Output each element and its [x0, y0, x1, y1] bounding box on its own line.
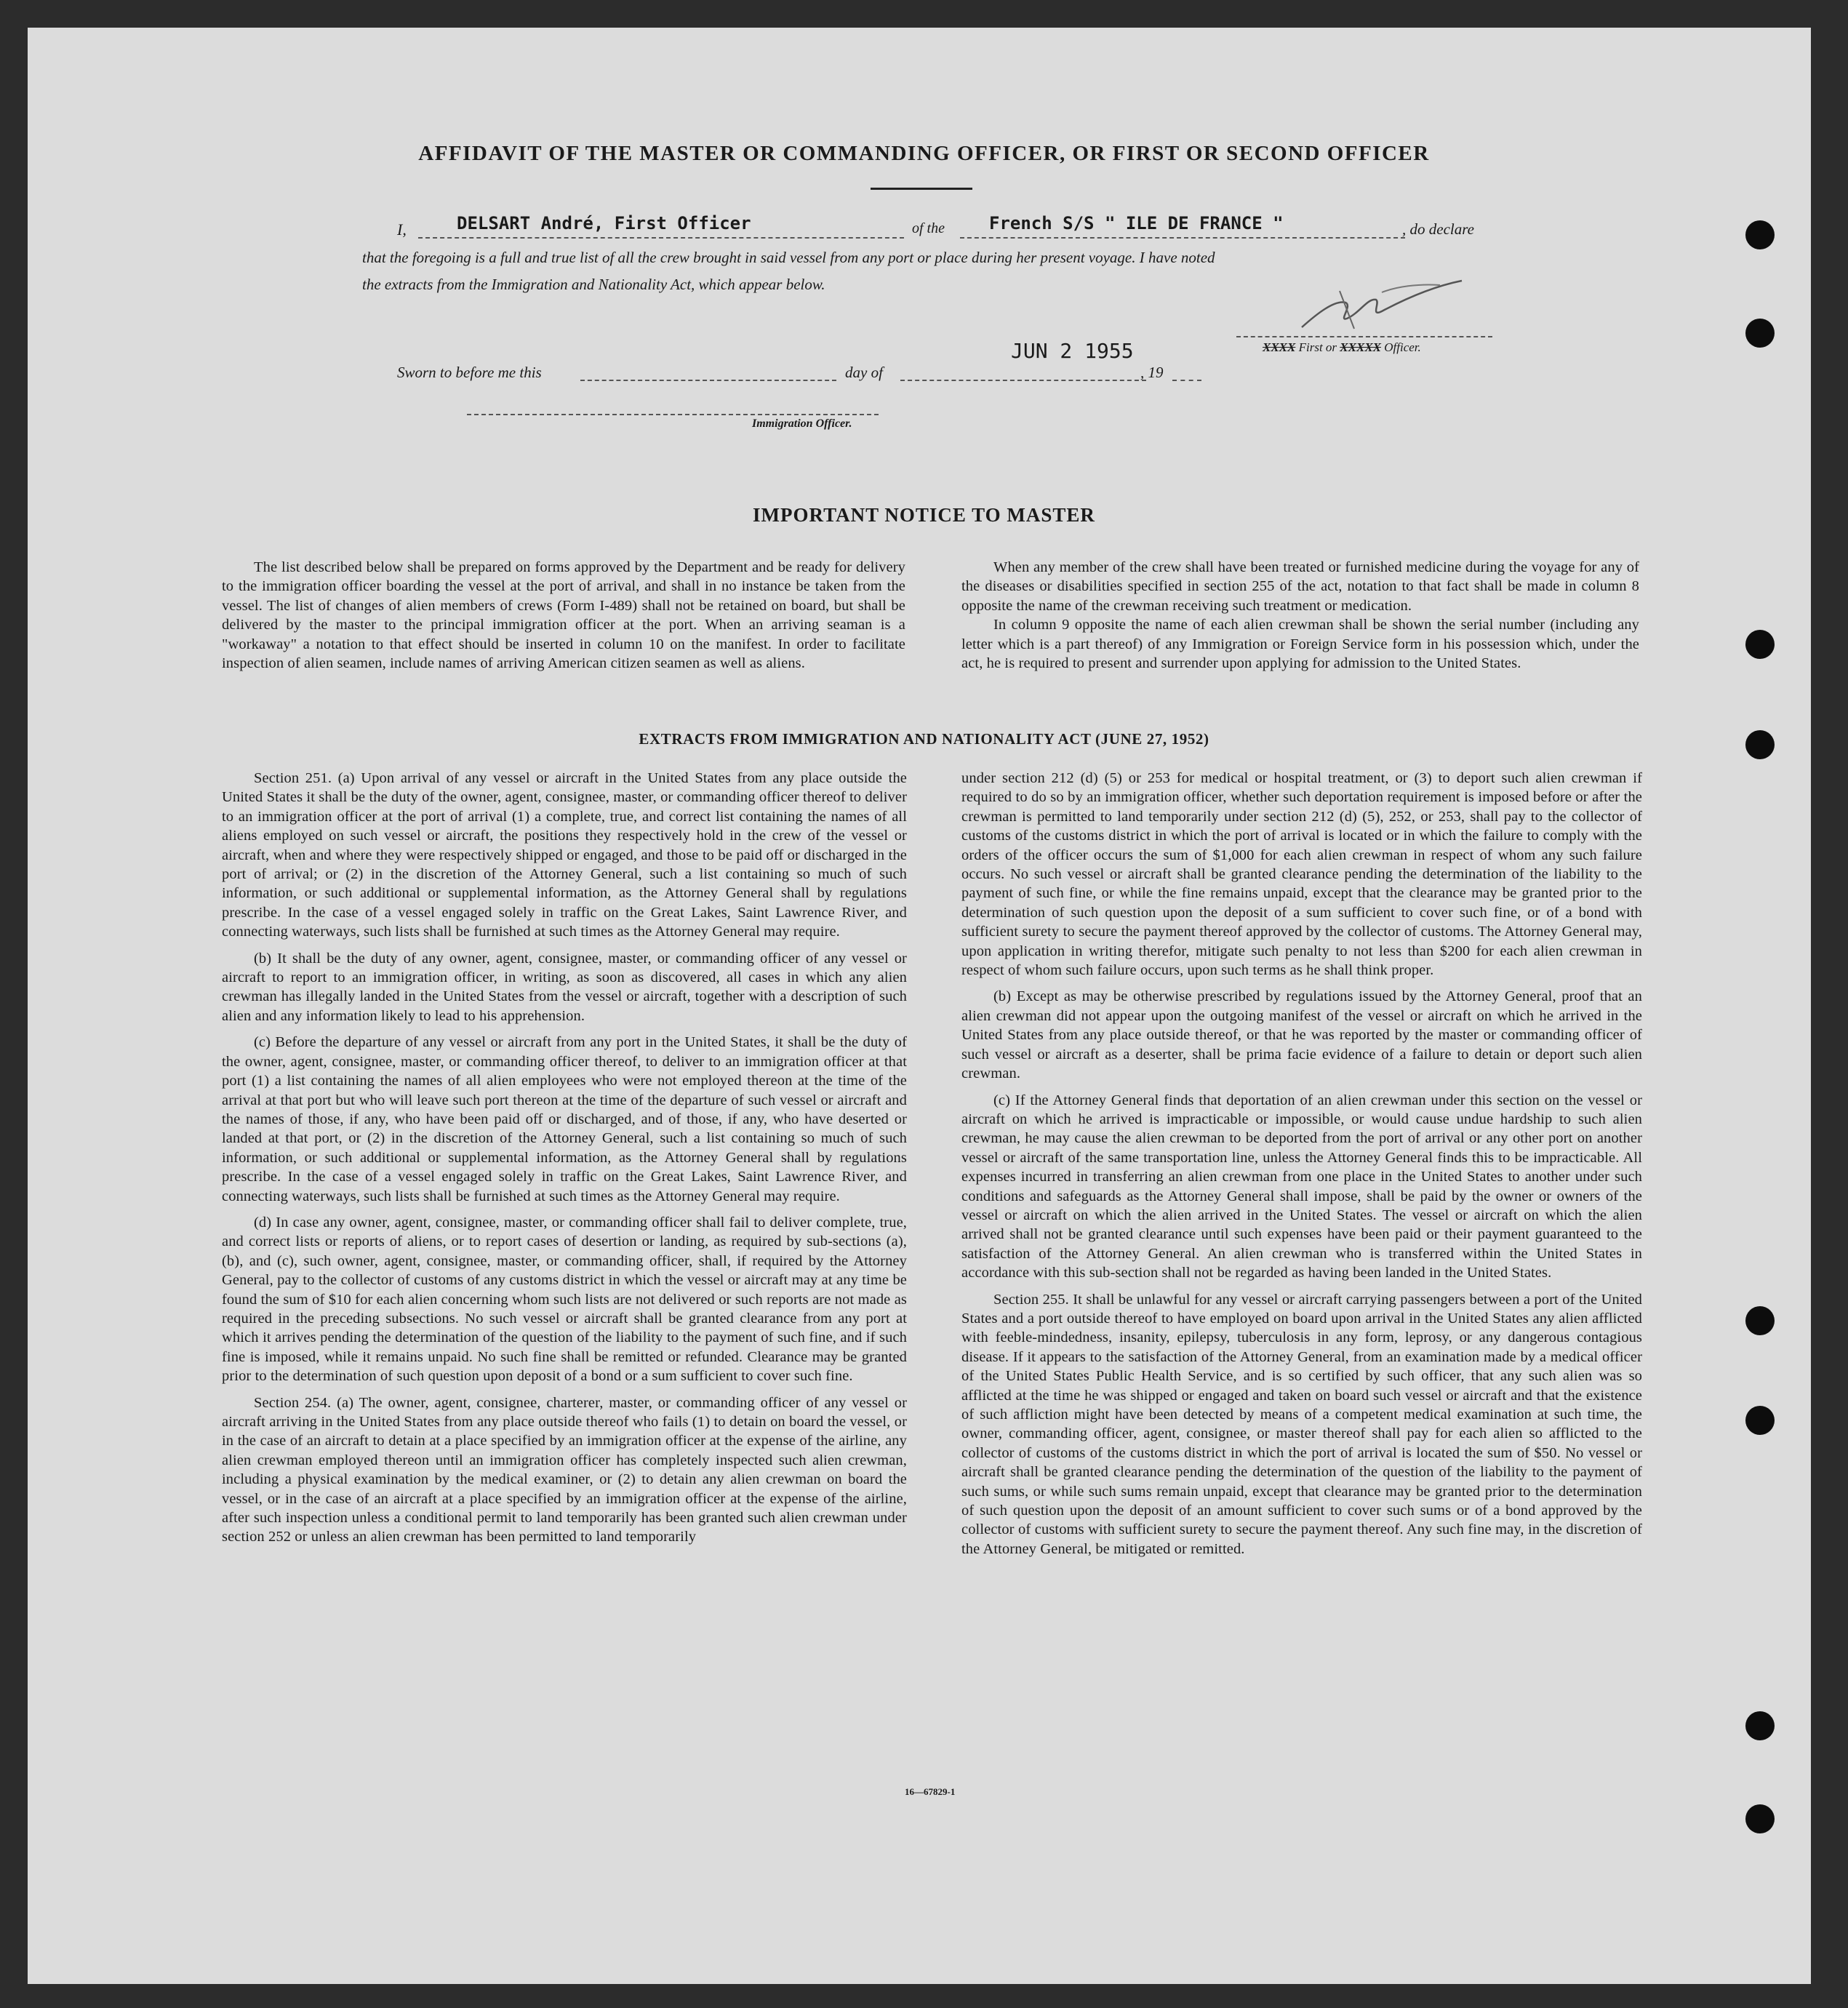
extracts-left-column	[222, 769, 907, 1547]
year-label: , 19	[1140, 364, 1164, 381]
day-of-label: day of	[845, 364, 883, 381]
immigration-officer-line	[467, 414, 879, 415]
extract-left-paragraph: (b) It shall be the duty of any owner, agent, consignee, master, or commanding officer of any vessel or aircraft to report to an immigration officer, in writing, as soon as discovered, all cases in which any alien crewman has illegally landed in the United States from the vessel or aircraft, together with a description of such alien and any information likely to lead to his apprehension.	[222, 950, 907, 1024]
sworn-label: Sworn to before me this	[397, 364, 542, 381]
vessel-line	[960, 237, 1405, 239]
declarant-line	[418, 237, 904, 239]
notice-left-column	[222, 558, 905, 673]
extract-right-paragraph: Section 255. It shall be unlawful for any vessel or aircraft carrying passengers between a port of the United States and a port outside thereof to have employed on board upon arrival in the United States any alien afflicted with feeble-mindedness, insanity, epilepsy, tuberculosis in any form, leprosy, or any dangerous contagious disease. If it appears to the satisfaction of the Attorney General, from an examination made by a medical officer of the United States Public Health Service, and is so certified by such officer, that any such alien was so afflicted at the time he was shipped or engaged and taken on board such vessel or aircraft and that the existence of such affliction might have been detected by means of a competent medical examination at such time, the owner, commanding officer, agent, consignee, or master thereof shall pay for each alien so afflicted to the collector of customs of the customs district in which the port of arrival is located the sum of $50. No vessel or aircraft shall be granted clearance pending the determination of the question of the liability to the payment of such sums, or while such sums remain unpaid, except that clearance may be granted prior to the determination of such question upon the deposit of an amount sufficient to cover such sums or of a bond approved by the collector of customs with sufficient surety to secure the payment thereof. Any such fine may, in the discretion of the Attorney General, be mitigated or remitted.	[961, 1291, 1642, 1557]
punch-hole	[1745, 319, 1775, 348]
of-the-label: of the	[912, 220, 945, 236]
punch-hole	[1745, 1406, 1775, 1435]
date-stamp: JUN 2 1955	[1011, 339, 1134, 363]
extract-left-paragraph: (c) Before the departure of any vessel or aircraft from any port in the United States, it shall be the duty of the owner, agent, consignee, master, or commanding officer thereof, to deliver to an immigration officer at that port (1) a list containing the names of all alien employees who were not employed thereon at the time of the arrival at that port but who will leave such port thereon at the time of the departure of such vessel or aircraft and the names of those, if any, who have been paid off or discharged, and of those, if any, who have deserted or landed at that port, or (2) in the discretion of the Attorney General, such a list containing so much of such information, or such additional or supplemental information, as the Attorney General shall by regulations prescribe. In the case of a vessel engaged solely in traffic on the Great Lakes, Saint Lawrence River, and connecting waterways, such lists shall be furnished at such times as the Attorney General may require.	[222, 1034, 907, 1204]
officer-caption	[1263, 340, 1421, 355]
notice-right-column	[961, 558, 1639, 673]
officer-signature-line	[1236, 336, 1492, 337]
affidavit-title: AFFIDAVIT OF THE MASTER OR COMMANDING OFFICER, OR FIRST OR SECOND OFFICER	[418, 142, 1430, 165]
punch-hole	[1745, 220, 1775, 249]
punch-hole	[1745, 1711, 1775, 1740]
form-code: 16—67829-1	[905, 1786, 956, 1797]
year-line	[1172, 380, 1201, 381]
punch-hole	[1745, 1804, 1775, 1833]
officer-caption-struck-2: XXXXX	[1340, 340, 1381, 354]
extract-left-paragraph: Section 251. (a) Upon arrival of any vessel or aircraft in the United States from any place outside the United States it shall be the duty of the owner, agent, consignee, master, or commanding officer thereof to deliver to an immigration officer at the port of arrival (1) a complete, true, and correct list containing the names of all aliens employed on such vessel or aircraft, the positions they respectively hold in the crew of the vessel or aircraft, when and where they were respectively shipped or engaged, and those to be paid off or discharged in the port of arrival; or (2) in the discretion of the Attorney General, such a list containing so much of such information, or such additional or supplemental information, as the Attorney General shall by regulations prescribe. In the case of a vessel engaged solely in traffic on the Great Lakes, Saint Lawrence River, and connecting waterways, such lists shall be furnished at such times as the Attorney General may require.	[222, 770, 907, 940]
notice-heading: IMPORTANT NOTICE TO MASTER	[753, 504, 1095, 526]
punch-hole	[1745, 630, 1775, 659]
extract-right-paragraph: under section 212 (d) (5) or 253 for medical or hospital treatment, or (3) to deport such alien crewman if required to do so by an immigration officer, whether such deportation requirement is imposed before or after the crewman is permitted to land temporarily under section 212 (d) (5), 252, or 253, shall pay to the collector of customs of the customs district in which the port of arrival is located or in which the failure to comply with the orders of the officer occurs the sum of $1,000 for each alien crewman in respect of whom any such failure occurs. No such vessel or aircraft shall be granted clearance pending the determination of the liability to the payment of such fine, or while the fine remains unpaid, except that the clearance may be granted prior to the determination of such question upon the deposit of a sum sufficient to cover such fine, or of a bond with sufficient surety to secure the payment thereof approved by the collector of customs. The Attorney General may, upon application in writing therefor, mitigate such penalty to not less than $200 for each alien crewman in respect of whom such failure occurs, upon such terms as he shall think proper.	[961, 770, 1642, 979]
title-underline	[871, 188, 972, 190]
officer-caption-struck-1: XXXX	[1263, 340, 1296, 354]
vessel-name: French S/S " ILE DE FRANCE "	[989, 213, 1284, 233]
sworn-day-line	[580, 380, 836, 381]
extract-right-paragraph: (b) Except as may be otherwise prescribed by regulations issued by the Attorney General, proof that an alien crewman did not appear upon the outgoing manifest of the vessel or aircraft on which he arrived in the United States from any place outside thereof, or that he was reported by the master or commanding officer of such vessel or aircraft as a deserter, shall be prima facie evidence of a failure to detain or deport such alien crewman.	[961, 988, 1642, 1082]
extracts-right-column	[961, 769, 1642, 1559]
declarant-name: DELSART André, First Officer	[457, 213, 751, 233]
statement-line-1: that the foregoing is a full and true list of all the crew brought in said vessel from any port or place during her present voyage. I have noted	[362, 249, 1215, 266]
punch-hole	[1745, 1306, 1775, 1335]
notice-left-paragraph: The list described below shall be prepared on forms approved by the Department and be ready for delivery to the immigration officer boarding the vessel at the port of arrival, and shall in no instance be taken from the vessel. The list of changes of alien members of crews (Form I-489) shall not be retained on board, but shall be delivered by the master to the principal immigration officer at the port. When an arriving seaman is a "workaway" a notation to that effect should be inserted in column 10 on the manifest. In order to facilitate inspection of alien seamen, include names of arriving American citizen seamen as well as aliens.	[222, 559, 905, 672]
notice-right-paragraph-1: When any member of the crew shall have been treated or furnished medicine during the voyage for any of the diseases or disabilities specified in section 255 of the act, notation to that fact shall be made in column 8 opposite the name of the crewman receiving such treatment or medication.	[961, 559, 1639, 614]
statement-line-2: the extracts from the Immigration and Nationality Act, which appear below.	[362, 276, 825, 293]
sworn-month-line	[900, 380, 1146, 381]
do-declare-label: , do declare	[1402, 220, 1474, 238]
officer-signature	[1295, 271, 1469, 336]
notice-right-paragraph-2: In column 9 opposite the name of each alien crewman shall be shown the serial number (including any letter which is a part thereof) of any Immigration or Foreign Service form in his possession which, under the act, he is required to present and surrender upon applying for admission to the United States.	[961, 617, 1639, 672]
extract-left-paragraph: (d) In case any owner, agent, consignee, master, or commanding officer shall fail to deliver complete, true, and correct lists or reports of aliens, or to report cases of desertion or landing, as required by sub-sections (a), (b), and (c), such owner, agent, consignee, master, or commanding officer, shall, if required by the Attorney General, pay to the collector of customs of any customs district in which the vessel or aircraft may at any time be found the sum of $10 for each alien concerning whom such lists are not delivered or such reports are not made as required in the preceding subsections. No such vessel or aircraft shall be granted clearance from any port at which it arrives pending the determination of the question of the liability to the payment of such fine, and if such fine is imposed, while it remains unpaid. No such fine shall be remitted or refunded. Clearance may be granted prior to the determination of such question upon deposit of a bond or a sum sufficient to cover such fine.	[222, 1214, 907, 1385]
extract-left-paragraph: Section 254. (a) The owner, agent, consignee, charterer, master, or commanding officer of any vessel or aircraft arriving in the United States from any place outside thereof who fails (1) to detain on board the vessel, or in the case of an aircraft to detain at a place specified by an immigration officer at the expense of the airline, any alien crewman employed thereon until an immigration officer has completely inspected such alien crewman, including a physical examination by the medical examiner, or (2) to detain any alien crewman on board the vessel, or in the case of an aircraft at a place specified by an immigration officer at the expense of the airline, after such inspection unless a conditional permit to land temporarily has been granted such alien crewman under section 252 or unless an alien crewman has been permitted to land temporarily	[222, 1394, 907, 1545]
extract-right-paragraph: (c) If the Attorney General finds that deportation of an alien crewman under this section on the vessel or aircraft on which he arrived is impracticable or impossible, or would cause undue hardship to such alien crewman, he may cause the alien crewman to be deported from the port of arrival or any other port on another vessel or aircraft of the same transportation line, unless the Attorney General finds this to be impracticable. All expenses incurred in transferring an alien crewman from one place in the United States to another under such conditions and safeguards as the Attorney General shall impose, shall be paid by the owner or owners of the vessel or aircraft on which the alien arrived in the United States. The vessel or aircraft on which the alien arrived shall not be granted clearance until such expenses have been paid or their payment guaranteed to the satisfaction of the Attorney General. An alien crewman who is transferred within the United States in accordance with this sub-section shall not be regarded as having been landed in the United States.	[961, 1092, 1642, 1281]
officer-caption-end: Officer.	[1384, 340, 1421, 354]
i-label: I,	[397, 220, 407, 239]
immigration-officer-label: Immigration Officer.	[752, 417, 852, 430]
officer-caption-mid: First or	[1298, 340, 1337, 354]
extracts-heading: EXTRACTS FROM IMMIGRATION AND NATIONALITY ACT (JUNE 27, 1952)	[639, 730, 1209, 748]
